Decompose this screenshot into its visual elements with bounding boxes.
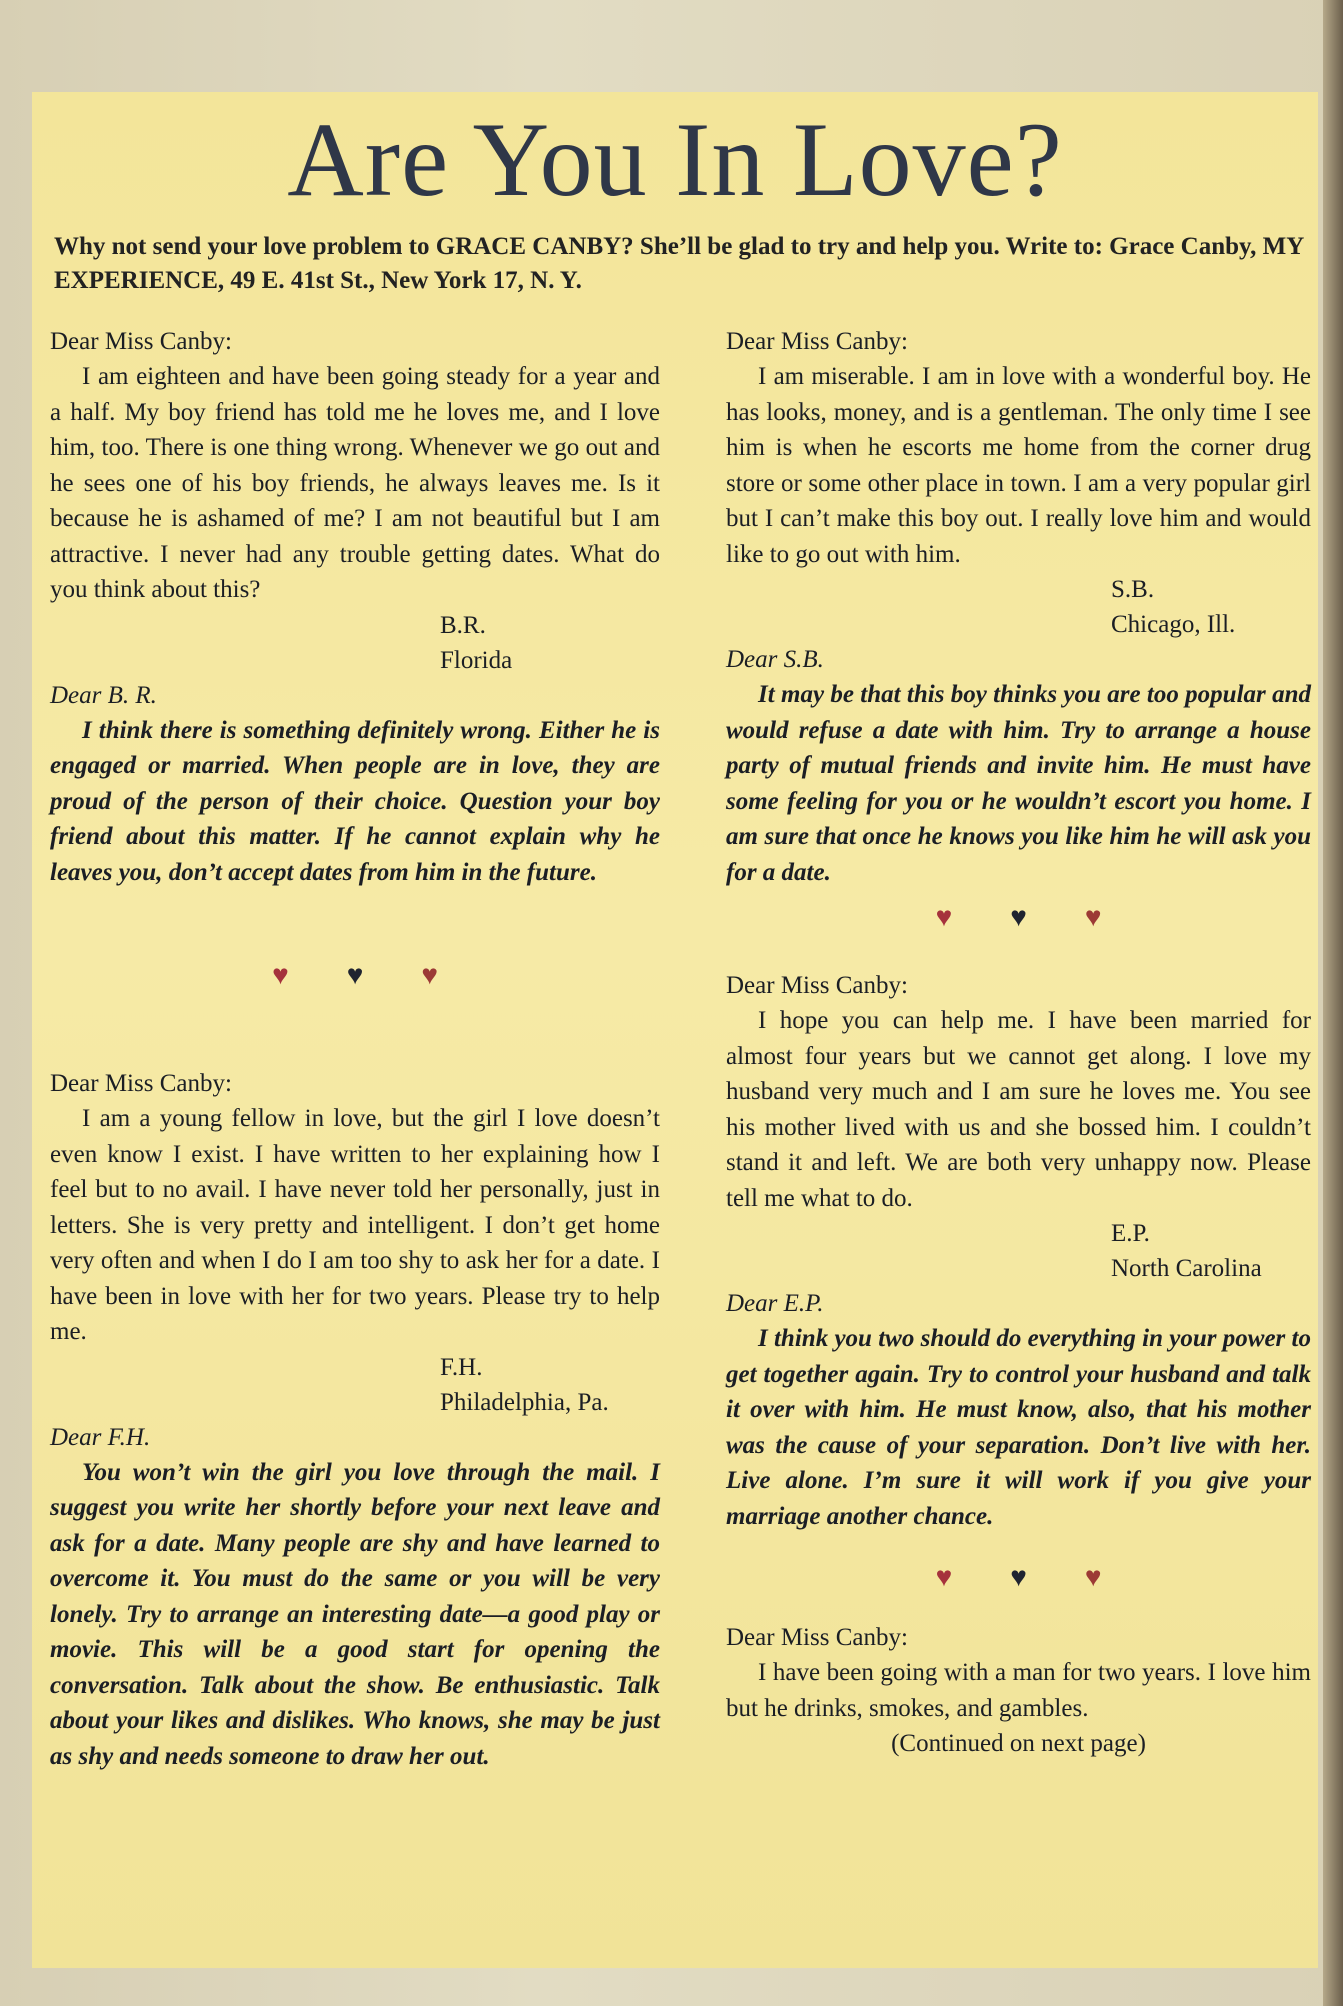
letter-signature: F.H. (440, 1353, 483, 1381)
left-column (50, 324, 660, 1774)
letter-3 (726, 324, 1311, 890)
letter-1 (50, 324, 660, 890)
letter-location: North Carolina (1111, 1255, 1262, 1282)
letter-body: I am miserable. I am in love with a wonderful boy. He has looks, money, and is a gentleman. The only time I see him is when he escorts me home from the corner drug store or some other place in town. I am a very popular girl but I can’t make this boy out. I really love him and would like to go out with him. (726, 363, 1311, 568)
reply-body: It may be that this boy thinks you are too popular and would refuse a date with him. Try to arrange a house party of mutual friends and invite him. He must have some feeling for you or he wouldn’t escort you home. I am sure that once he knows you like him he will ask you for a date. (726, 681, 1311, 886)
letter-signature: E.P. (1111, 1220, 1150, 1247)
letter-greeting: Dear Miss Canby: (50, 1070, 232, 1097)
page-title: Are You In Love? (287, 101, 1063, 218)
reply-greeting: Dear S.B. (726, 646, 824, 673)
right-column (726, 324, 1311, 1761)
reply-body: You won’t win the girl you love through the mail. I suggest you write her shortly before your next leave and ask for a date. Many people are shy and have learned to overcome it. You must do the same or you will be very lonely. Try to arrange an interesting date—a good play or movie. This will be a good start for opening the conversation. Talk about the show. Be enthusiastic. Talk about your likes and dislikes. Who knows, she may be just as shy and needs someone to draw her out. (50, 1458, 660, 1770)
heart-icon: ♥ (1084, 1562, 1102, 1593)
letter-body: I hope you can help me. I have been married for almost four years but we cannot get along. I love my husband very much and I am sure he loves me. You see his mother lived with us and she bossed him. I couldn’t stand it and left. We are both very unhappy now. Please tell me what to do. (726, 1007, 1311, 1212)
intro-text: Why not send your love problem to GRACE CANBY? She’ll be glad to try and help you. Write to: Grace Canby, MY EXPERIENCE, 49 E. 41st St., New York 17, N. Y. (54, 233, 1304, 294)
heart-divider (50, 956, 660, 996)
reply-greeting: Dear B. R. (50, 681, 157, 709)
reply-body: I think you two should do everything in your power to get together again. Try to control your husband and talk it over with him. He must know, also, that his mother was the cause of your separation. Don’t live with her. Live alone. I’m sure it will work if you give your marriage another chance. (726, 1325, 1311, 1530)
letter-greeting: Dear Miss Canby: (726, 328, 908, 355)
letter-location: Philadelphia, Pa. (440, 1388, 609, 1416)
heart-icon: ♥ (1084, 902, 1102, 933)
letter-location: Chicago, Ill. (1111, 611, 1236, 638)
reply-body: I think there is something definitely wrong. Either he is engaged or married. When people are in love, they are proud of the person of their choice. Question your boy friend about this matter. If he cannot explain why he leaves you, don’t accept dates from him in the future. (50, 716, 660, 886)
heart-icon: ♥ (935, 902, 953, 933)
reply-greeting: Dear E.P. (726, 1290, 824, 1317)
reply-greeting: Dear F.H. (50, 1423, 151, 1451)
letter-greeting: Dear Miss Canby: (50, 328, 232, 355)
letter-2 (50, 1066, 660, 1774)
heart-icon: ♥ (1010, 1562, 1027, 1593)
letter-signature: B.R. (440, 611, 486, 639)
letter-5 (726, 1620, 1311, 1726)
heart-icon: ♥ (935, 1562, 953, 1593)
letter-location: Florida (440, 646, 513, 674)
magazine-page (32, 92, 1318, 1968)
letter-greeting: Dear Miss Canby: (726, 1624, 908, 1651)
heart-icon: ♥ (272, 960, 289, 991)
heart-icon: ♥ (346, 960, 364, 991)
heart-divider (726, 1558, 1311, 1598)
letter-body: I have been going with a man for two years. I love him but he drinks, smokes, and gambles. (726, 1659, 1311, 1722)
heart-icon: ♥ (421, 960, 438, 991)
letter-signature: S.B. (1111, 576, 1155, 603)
heart-icon: ♥ (1010, 902, 1027, 933)
letter-body: I am a young fellow in love, but the girl I love doesn’t even know I exist. I have written to her explaining how I feel but to no avail. I have never told her personally, just in letters. She is very pretty and intelligent. I don’t get home very often and when I do I am too shy to ask her for a date. I have been in love with her for two years. Please try to help me. (50, 1105, 660, 1345)
heart-divider (726, 898, 1311, 938)
book-spine-edge (1323, 0, 1343, 2006)
letter-greeting: Dear Miss Canby: (726, 972, 908, 999)
continued-note: (Continued on next page) (891, 1730, 1146, 1757)
letter-body: I am eighteen and have been going steady for a year and a half. My boy friend has told me he loves me, and I love him, too. There is one thing wrong. Whenever we go out and he sees one of his boy friends, he always leaves me. Is it because he is ashamed of me? I am not beautiful but I am attractive. I never had any trouble getting dates. What do you think about this? (50, 363, 660, 603)
letter-4 (726, 968, 1311, 1534)
